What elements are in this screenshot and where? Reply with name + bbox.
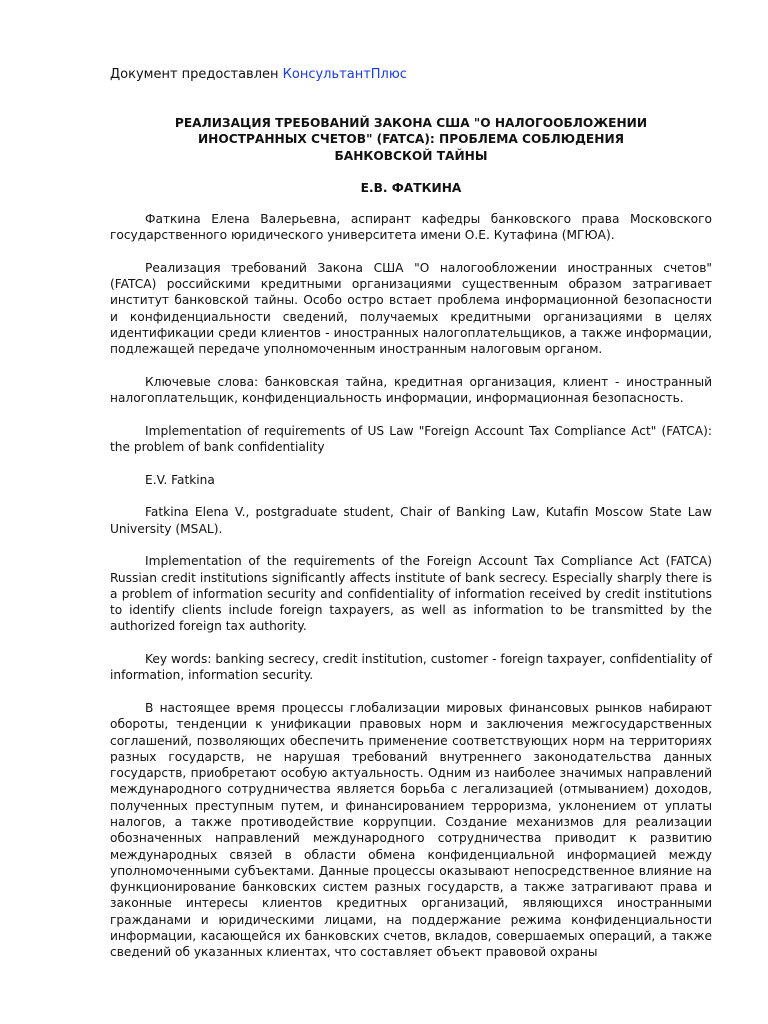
keywords-ru: Ключевые слова: банковская тайна, кредитная организация, клиент - иностранный налогоплательщик, конфиденциальность информации, информационная безопасность. bbox=[110, 374, 712, 406]
provided-by-text: Документ предоставлен bbox=[110, 67, 283, 82]
keywords-en: Key words: banking secrecy, credit institution, customer - foreign taxpayer, confidentiality of information, information security. bbox=[110, 652, 712, 683]
consultant-plus-link[interactable]: КонсультантПлюс bbox=[282, 67, 407, 82]
abstract-ru: Реализация требований Закона США "О налогообложении иностранных счетов" (FATCA) российскими кредитными организациями существенным образом затрагивает институт банковской тайны. Особо остро встает проблема информационной безопасности и конфиденциальности сведений, получаемых кредитными организациями в целях идентификации среди клиентов - иностранных налогоплательщиков, а также информации, подлежащей передаче уполномоченным иностранным налоговым органом. bbox=[110, 260, 712, 357]
author-affiliation-en: Fatkina Elena V., postgraduate student, Chair of Banking Law, Kutafin Moscow State Law University (MSAL). bbox=[110, 505, 712, 536]
article-author: Е.В. ФАТКИНА bbox=[360, 181, 462, 195]
article-title bbox=[110, 115, 712, 164]
author-affiliation-ru: Фаткина Елена Валерьевна, аспирант кафедры банковского права Московского государственного юридического университета имени О.Е. Кутафина (МГЮА). bbox=[110, 212, 712, 243]
title-line: РЕАЛИЗАЦИЯ ТРЕБОВАНИЙ ЗАКОНА США "О НАЛОГООБЛОЖЕНИИ bbox=[174, 116, 648, 130]
author-en: E.V. Fatkina bbox=[145, 472, 215, 487]
abstract-en: Implementation of the requirements of the Foreign Account Tax Compliance Act (FATCA) Russian credit institutions significantly affects institute of bank secrecy. Especially sharply there is a problem of information security and confidentiality of information received by credit institutions to identify clients include foreign taxpayers, as well as information to be transmitted by the authorized foreign tax authority. bbox=[110, 554, 712, 634]
article-body bbox=[110, 211, 712, 961]
title-line: БАНКОВСКОЙ ТАЙНЫ bbox=[334, 148, 488, 163]
title-en: Implementation of requirements of US Law "Foreign Account Tax Compliance Act" (FATCA): the problem of bank confidentiality bbox=[110, 423, 712, 455]
title-line: ИНОСТРАННЫХ СЧЕТОВ" (FATCA): ПРОБЛЕМА СОБЛЮДЕНИЯ bbox=[197, 132, 625, 147]
body-paragraph: В настоящее время процессы глобализации мировых финансовых рынков набирают обороты, тенденции к унификации правовых норм и заключения межгосударственных соглашений, позволяющих обеспечить применение соответствующих норм на территориях разных государств, не нарушая требований внутреннего законодательства данных государств, приобретают особую актуальность. Одним из наиболее значимых направлений международного сотрудничества является борьба с легализацией (отмыванием) доходов, полученных преступным путем, и финансированием терроризма, уклонением от уплаты налогов, а также противодействие коррупции. Создание механизмов для реализации обозначенных направлений международного сотрудничества приводит к развитию международных связей в области обмена конфиденциальной информацией между уполномоченными субъектами. Данные процессы оказывают непосредственное влияние на функционирование банковских систем разных государств, а также затрагивают права и законные интересы клиентов кредитных организаций, являющихся иностранными гражданами и юридическими лицами, на поддержание режима конфиденциальности информации, касающейся их банковских счетов, вкладов, совершаемых операций, а также сведений об указанных клиентах, что составляет объект правовой охраны bbox=[110, 700, 712, 960]
provided-by-line bbox=[110, 67, 407, 83]
